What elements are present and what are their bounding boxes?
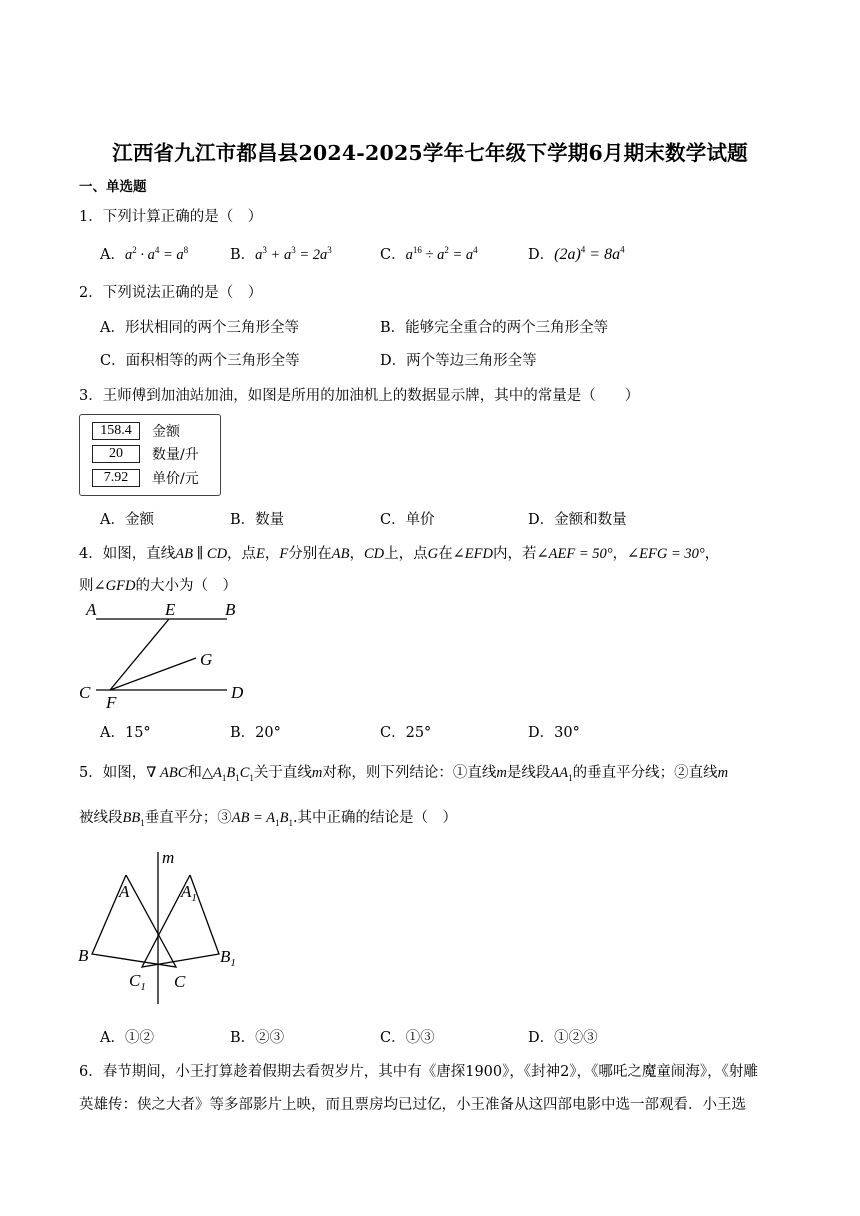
q2-option-a: A．形状相同的两个三角形全等 xyxy=(100,320,299,336)
panel-label: 金额 xyxy=(152,423,180,440)
q3-option-c: C．单价 xyxy=(380,512,435,528)
section-heading: 一、单选题 xyxy=(79,179,147,195)
fuel-display-panel xyxy=(79,414,221,496)
label-d: D xyxy=(231,683,244,702)
q1-option-d: D．$(2a)^4 = 8a^4$ xyxy=(528,244,625,263)
question-5-line-1: 5．如图，∇ ABC和$\triangle A_1B_1C_1$关于直线m对称，则下列结论：①直线m是线段$AA_1$的垂直平分线；②直线m xyxy=(79,765,729,783)
label-c1: $C_1$ xyxy=(129,971,146,993)
question-6-line-1: 6．春节期间，小王打算趁着假期去看贺岁片，其中有《唐探1900》，《封神2》，《哪吒之魔童闹海》，《射雕 xyxy=(79,1064,758,1080)
page-title: 江西省九江市都昌县2024-2025学年七年级下学期6月期末数学试题 xyxy=(112,141,748,165)
label-b: B xyxy=(225,600,236,619)
q1-option-a: A．$a^2 \cdot a^4 = a^8$ xyxy=(100,245,189,263)
q4-option-a: A．15° xyxy=(100,725,151,741)
panel-value: 7.92 xyxy=(92,469,140,487)
label-a: A xyxy=(119,882,130,901)
q4-option-b: B．20° xyxy=(230,725,281,741)
label-a1: $A_1$ xyxy=(181,882,197,904)
q1-option-c: C．$a^{16} \div a^2 = a^4$ xyxy=(380,245,478,263)
q3-option-a: A．金额 xyxy=(100,512,154,528)
label-e: E xyxy=(165,600,176,619)
panel-row-amount xyxy=(92,422,180,439)
panel-value: 158.4 xyxy=(92,422,140,440)
q5-option-b: B．②③ xyxy=(230,1030,285,1046)
question-1-stem: 1．下列计算正确的是（ ） xyxy=(79,209,263,225)
panel-label: 单价/元 xyxy=(152,470,199,487)
q2-option-d: D．两个等边三角形全等 xyxy=(380,353,537,369)
panel-row-quantity xyxy=(92,445,199,462)
q1-option-b: B．$a^3 + a^3 = 2a^3$ xyxy=(230,245,332,263)
q2-option-b: B．能够完全重合的两个三角形全等 xyxy=(380,320,609,336)
panel-row-unit-price xyxy=(92,469,199,486)
panel-value: 20 xyxy=(92,445,140,463)
label-g: G xyxy=(200,650,213,669)
label-c: C xyxy=(79,683,91,702)
q4-figure xyxy=(76,598,256,710)
label-b: B xyxy=(78,946,89,965)
label-f: F xyxy=(106,693,117,710)
question-3-stem: 3．王师傅到加油站加油，如图是所用的加油机上的数据显示牌，其中的常量是（ ） xyxy=(79,388,640,404)
label-m: m xyxy=(162,848,175,867)
q5-option-a: A．①② xyxy=(100,1030,154,1046)
question-5-line-2: 被线段$BB_1$垂直平分；③AB = $A_1B_1$.其中正确的结论是（ ） xyxy=(79,810,458,828)
label-b1: $B_1$ xyxy=(220,947,236,969)
label-c: C xyxy=(174,972,186,991)
q4-option-d: D．30° xyxy=(528,725,580,741)
q2-option-c: C．面积相等的两个三角形全等 xyxy=(100,353,300,369)
q4-option-c: C．25° xyxy=(380,725,432,741)
q5-option-d: D．①②③ xyxy=(528,1030,598,1046)
q5-option-c: C．①③ xyxy=(380,1030,435,1046)
q3-option-b: B．数量 xyxy=(230,512,285,528)
panel-label: 数量/升 xyxy=(152,446,199,463)
label-a: A xyxy=(86,600,97,619)
q3-option-d: D．金额和数量 xyxy=(528,512,627,528)
question-2-stem: 2．下列说法正确的是（ ） xyxy=(79,285,263,301)
question-6-line-2: 英雄传：侠之大者》等多部影片上映，而且票房均已过亿，小王准备从这四部电影中选一部观看．小王选 xyxy=(79,1097,746,1113)
q5-figure xyxy=(74,846,254,1006)
question-4-line-2: 则∠GFD的大小为（ ） xyxy=(79,578,237,594)
triangle-abc xyxy=(92,875,176,967)
question-4-line-1: 4．如图，直线AB ∥ CD，点E，F分别在AB，CD上，点G在∠EFD内，若∠AEF = 50°，∠EFG = 30°， xyxy=(79,546,720,562)
